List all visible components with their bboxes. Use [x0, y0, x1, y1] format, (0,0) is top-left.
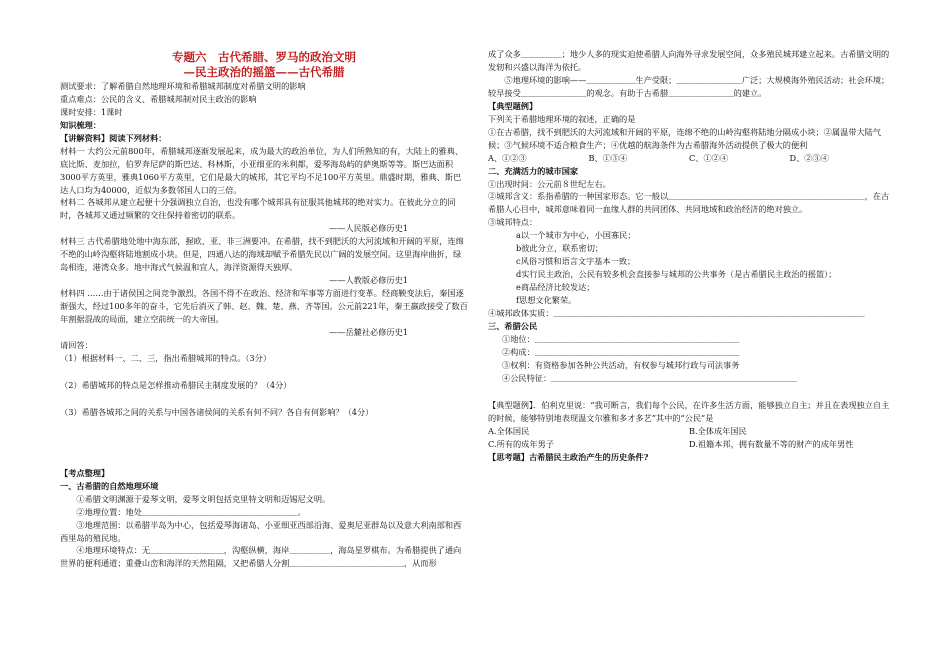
title-line1: 专题六 古代希腊、罗马的政治文明 — [172, 50, 356, 64]
citizen-rights: ③权利：有资格参加各种公共活动，有权参与城邦行政与司法事务 — [502, 359, 740, 370]
material-4: 材料四 ……由于诸侯国之间竞争激烈，各国不得不在政治、经济和军事等方面进行变革。经商鞅变法后，秦国逐渐强大，经过100多年的奋斗，它先后消灭了韩、赵、魏、楚、燕、齐等国。公元前221年，秦王嬴政接受了数百年割据混战的局面，建立空前统一的大帝国。 — [60, 288, 468, 325]
key-points: 重点难点：公民的含义、希腊城邦制对民主政治的影响 — [60, 93, 257, 104]
point-1: ①希腊文明渊源于爱琴文明，爱琴文明包括克里特文明和迈锡尼文明。 — [76, 493, 331, 504]
feature-b: b彼此分立，联系密切； — [516, 243, 604, 254]
answer-prompt: 请回答： — [60, 339, 93, 350]
section-3-heading: 三、希腊公民 — [488, 321, 538, 332]
option2-d: D.祖籍本邦，拥有数量不等的财产的成年男性 — [689, 438, 854, 449]
citizen-composition: ②构成：＿＿＿＿＿＿＿＿＿＿＿＿＿＿＿＿＿＿＿＿＿＿＿＿＿ — [502, 346, 740, 357]
option-d: D、②③④ — [789, 152, 829, 163]
think-question: 【思考题】古希腊民主政治产生的历史条件? — [488, 451, 649, 462]
left-column — [60, 50, 468, 570]
option2-b: B.全体成年国民 — [689, 425, 747, 436]
example-2-options-row2 — [488, 438, 890, 451]
point-5: ⑤地理环境的影响——＿＿＿＿＿＿生产受限；＿＿＿＿＿＿＿＿广泛；大规模海外殖民活动；社会环境；较早接受＿＿＿＿＿＿＿＿的观念。有助于古希腊＿＿＿＿＿＿＿＿的建立。 — [488, 74, 890, 98]
class-hours: 课时安排：1课时 — [60, 106, 123, 117]
section-2-heading: 二、充满活力的城市国家 — [488, 165, 579, 176]
question-3: （3）希腊各城邦之间的关系与中国各诸侯间的关系有何不同？各自有何影响？（4分） — [60, 406, 374, 417]
feature-e: e商品经济比较发达； — [516, 282, 595, 293]
exam-heading: 【考点整理】 — [60, 467, 110, 478]
point-2: ②地理位置：地处＿＿＿＿＿＿＿＿＿＿＿＿＿＿＿＿＿＿＿。 — [76, 506, 306, 517]
continued-text: 成了众多＿＿＿＿＿；地少人多的现实迫使希腊人向海外寻求发展空间，众多殖民城邦建立起来。古希腊文明的发轫和兴盛以海洋为依托。 — [488, 49, 890, 72]
city-point-2: ②城邦含义：系指希腊的一种国家形态。它一般以＿＿＿＿＿＿＿＿＿＿＿＿＿＿＿＿＿＿＿＿＿＿＿＿，在古希腊人心目中，城邦意味着同一血缘人群的共同团体、共同地域和政治经济的绝对独立。 — [488, 191, 890, 215]
question-1: （1）根据材料一、二、三，指出希腊城邦的特点。（3分） — [60, 352, 272, 363]
knowledge-heading: 知识梳理： — [60, 119, 101, 130]
option-c: C、①②④ — [689, 152, 729, 163]
city-point-1: ①出现时间：公元前８世纪左右。 — [488, 178, 611, 189]
feature-a: a以一个城市为中心，小国寡民； — [516, 230, 636, 241]
material-3-source: ——人教版必修历史1 — [329, 275, 408, 286]
test-requirement — [60, 80, 468, 93]
option-b: B、①③④ — [588, 152, 628, 163]
material-heading: 【讲解资料】阅读下列材料： — [60, 132, 167, 143]
example-2-options-row1 — [488, 425, 890, 438]
point-4: ④地理环境特点：无＿＿＿＿＿＿＿＿＿，沟壑纵横，海岸＿＿＿＿＿，海岛星罗棋布。为希腊提供了通向世界的便利通道；重叠山峦和海洋的天然阻隔，又把希腊人分割＿＿＿＿＿＿＿＿＿＿＿＿＿＿，从而形 — [60, 545, 462, 569]
title-line2: —民主政治的摇篮——古代希腊 — [183, 64, 345, 79]
test-requirement-text: 测试要求：了解希腊自然地理环境和希腊城邦制度对希腊文明的影响 — [60, 80, 306, 91]
feature-c: c风俗习惯和语言文字基本一致； — [516, 256, 636, 267]
example-1-body: ①在古希腊，找不到肥沃的大河流域和开阔的平原，连绵不绝的山岭沟壑将陆地分隔成小块；②属温带大陆气候；③气候环境不适合粮食生产；④优越的航海条件为古希腊海外活动提供了极大的便利 — [488, 126, 882, 150]
material-3: 材料三 古代希腊地处地中海东部，握欧、亚、非三洲要冲。在希腊，找不到肥沃的大河流域和开阔的平原，连绵不绝的山岭沟壑将陆地割成小块。但是，四通八达的海域却赋予希腊先民以广阔的发展空间。这里海岸曲折，绿岛相连，港湾众多。地中海式气候温和宜人，海洋资源得天独厚。 — [60, 236, 464, 273]
typical-example-1-heading: 【典型题例】 — [488, 100, 538, 111]
city-point-4: ④城邦政体实质：＿＿＿＿＿＿＿＿＿＿＿＿＿＿＿＿＿＿＿＿＿＿＿＿＿＿＿＿＿＿＿＿＿＿＿＿＿＿ — [488, 308, 865, 319]
city-point-3: ③城邦特点： — [488, 217, 538, 228]
citizen-status: ①地位：＿＿＿＿＿＿＿＿＿＿＿＿＿＿＿＿＿＿＿＿＿＿＿＿＿ — [502, 333, 740, 344]
material-2-source: ——人民版必修历史1 — [329, 223, 408, 234]
section-1-heading: 一、古希腊的自然地理环境 — [60, 480, 159, 491]
option2-a: A.全体国民 — [488, 425, 530, 436]
feature-f: f思想文化繁荣。 — [516, 295, 577, 306]
question-2: （2）希腊城邦的特点是怎样推动希腊民主制度发展的？（4分） — [60, 379, 292, 390]
citizen-features: ④公民特征：＿＿＿＿＿＿＿＿＿＿＿＿＿＿＿＿＿＿＿＿＿＿＿＿＿＿＿＿＿＿ — [502, 372, 797, 383]
right-column — [488, 48, 890, 464]
option-a: A、①②③ — [488, 152, 527, 163]
example-1-question: 下列关于希腊地理环境的叙述，正确的是 — [488, 113, 636, 124]
typical-example-2: 【典型题例】．伯利克里说：“我可断言，我们每个公民，在许多生活方面，能够独立自主；并且在表现独立自主的时候，能够特别地表现温文尔雅和多才多艺”其中的“公民”是 — [488, 399, 890, 423]
option2-c: C.所有的成年男子 — [488, 438, 554, 449]
material-2: 材料二 各城邦从建立起便十分强调独立自治，也没有哪个城邦具有征服其他城邦的绝对实力。在彼此分立的同时，各城邦又通过频繁的交往保持着密切的联系。 — [60, 197, 456, 221]
example-1-options — [488, 152, 890, 165]
point-3: ③地理范围：以希腊半岛为中心，包括爱琴海诸岛、小亚细亚西部沿海、爱奥尼亚群岛以及意大利南部和西西里岛的殖民地。 — [60, 519, 462, 543]
material-1: 材料一 大约公元前800年，希腊城邦逐渐发展起来，成为最大的政治单位，为人们所熟知的有，大陆上的雅典、底比斯、麦加拉，伯罗奔尼萨的斯巴达、科林斯，小亚细亚的米利都，爱琴海岛屿的萨奥斯等等。斯巴达面积3000平方英里，雅典1060平方英里，它们是最大的城邦，其它平均不足100平方英里。鼎盛时期，雅典、斯巴达人口均为40000，近似为多数邻国人口的三倍。 — [60, 145, 464, 195]
feature-d: d实行民主政治，公民有较多机会直接参与城邦的公共事务（是古希腊民主政治的摇篮）； — [516, 269, 837, 280]
material-4-source: ——岳麓社必修历史1 — [329, 326, 408, 337]
